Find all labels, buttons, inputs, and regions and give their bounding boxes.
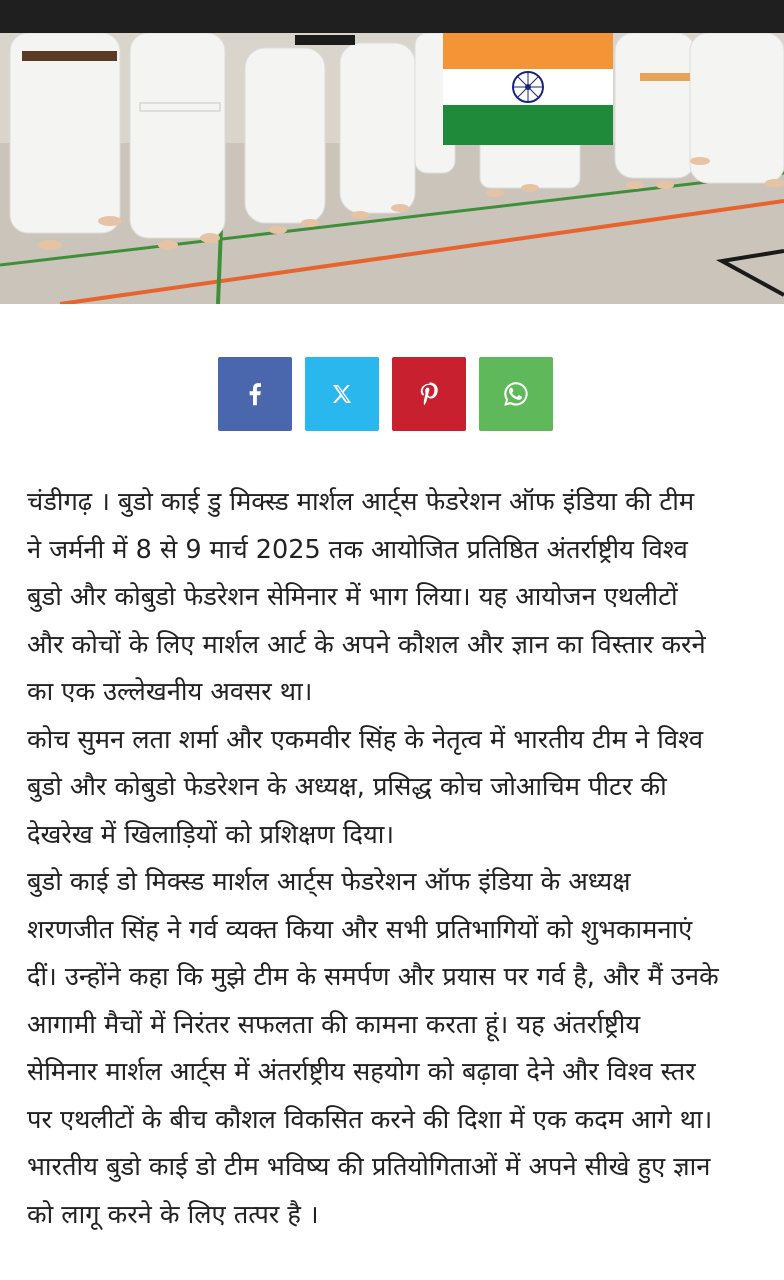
article-body (27, 479, 757, 1239)
facebook-share-button[interactable] (218, 357, 292, 431)
twitter-share-button[interactable] (305, 357, 379, 431)
whatsapp-share-button[interactable] (479, 357, 553, 431)
article-line: बुडो और कोबुडो फेडरेशन सेमिनार में भाग लिया। यह आयोजन एथलीटों (27, 582, 678, 612)
article-line: बुडो काई डो मिक्स्ड मार्शल आर्ट्स फेडरेशन ऑफ इंडिया के अध्यक्ष (27, 867, 631, 897)
photo-icon (0, 33, 784, 304)
x-icon (330, 382, 354, 406)
article-line: चंडीगढ़ । बुडो काई डु मिक्स्ड मार्शल आर्ट्स फेडरेशन ऑफ इंडिया की टीम (27, 487, 695, 517)
article-line: ने जर्मनी में 8 से 9 मार्च 2025 तक आयोजित प्रतिष्ठित अंतर्राष्ट्रीय विश्व (27, 534, 688, 565)
facebook-icon (240, 379, 270, 409)
article-line: देखरेख में खिलाड़ियों को प्रशिक्षण दिया। (27, 819, 395, 850)
hero-image (0, 33, 784, 304)
article-line: और कोचों के लिए मार्शल आर्ट के अपने कौशल और ज्ञान का विस्तार करने (27, 629, 706, 660)
article-line: आगामी मैचों में निरंतर सफलता की कामना करता हूं। यह अंतर्राष्ट्रीय (27, 1009, 641, 1040)
article-line: भारतीय बुडो काई डो टीम भविष्य की प्रतियोगिताओं में अपने सीखे हुए ज्ञान (27, 1152, 711, 1182)
article-line: कोच सुमन लता शर्मा और एकमवीर सिंह के नेतृत्व में भारतीय टीम ने विश्व (27, 724, 704, 755)
article-line: का एक उल्लेखनीय अवसर था। (27, 677, 313, 707)
whatsapp-icon (501, 379, 531, 409)
pinterest-share-button[interactable] (392, 357, 466, 431)
article-line: दीं। उन्होंने कहा कि मुझे टीम के समर्पण और प्रयास पर गर्व है, और मैं उनके (27, 962, 719, 992)
article-line: शरणजीत सिंह ने गर्व व्यक्त किया और सभी प्रतिभागियों को शुभकामनाएं (27, 914, 693, 945)
article-line: को लागू करने के लिए तत्पर है । (27, 1199, 319, 1230)
article-line: पर एथलीटों के बीच कौशल विकसित करने की दिशा में एक कदम आगे था। (27, 1104, 713, 1135)
share-buttons (218, 357, 553, 431)
article-line: सेमिनार मार्शल आर्ट्स में अंतर्राष्ट्रीय सहयोग को बढ़ावा देने और विश्व स्तर (27, 1057, 696, 1087)
article-line: बुडो और कोबुडो फेडरेशन के अध्यक्ष, प्रसिद्ध कोच जोआचिम पीटर की (27, 772, 667, 802)
status-bar (0, 0, 784, 33)
pinterest-icon (416, 381, 442, 407)
